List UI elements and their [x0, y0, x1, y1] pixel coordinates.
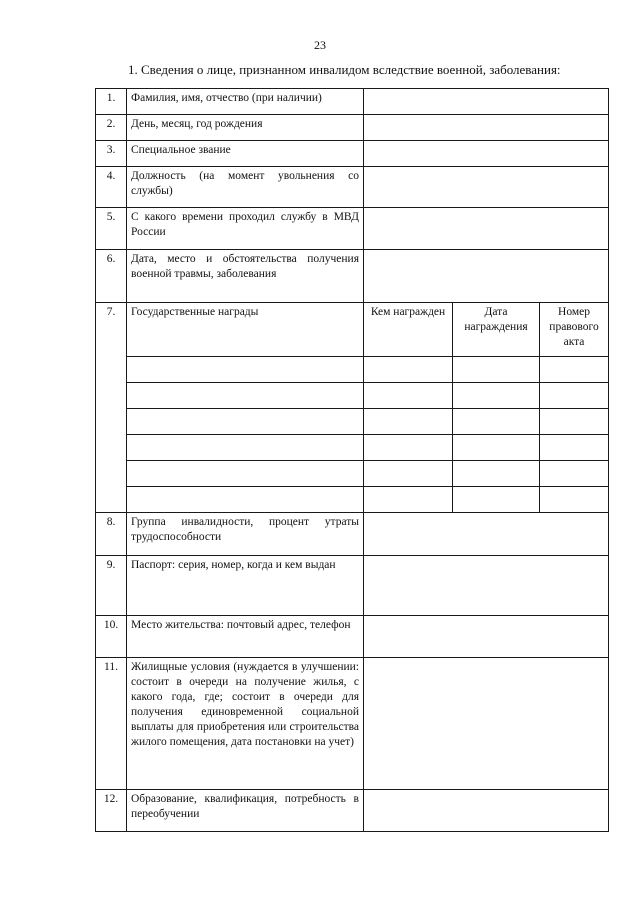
row-label: Жилищные условия (нуждается в улучшении: состоит в очереди на получение жилья, с какого года, где; состоит в очереди для получения единовременной социальной выплаты для приобретения или строительства жилого помещения, дата постановки на учет) — [127, 658, 364, 790]
row-number: 1. — [96, 89, 127, 115]
act-number-field[interactable] — [540, 409, 609, 435]
column-header-award-date: Дата награждения — [453, 303, 540, 357]
row-label: Государственные награды — [127, 303, 364, 357]
awards-row — [96, 383, 609, 409]
table-row — [96, 167, 609, 208]
column-header-awarded-by: Кем награжден — [364, 303, 453, 357]
table-row — [96, 115, 609, 141]
table-row — [96, 208, 609, 250]
page-number: 23 — [314, 38, 326, 52]
table-row — [96, 616, 609, 658]
awarded-by-field[interactable] — [364, 487, 453, 513]
act-number-field[interactable] — [540, 461, 609, 487]
section-heading: 1. Сведения о лице, признанном инвалидом вследствие военной, заболевания: — [128, 62, 561, 77]
row-number: 9. — [96, 556, 127, 616]
award-date-field[interactable] — [453, 461, 540, 487]
answer-field[interactable] — [364, 556, 609, 616]
row-label: День, месяц, год рождения — [127, 115, 364, 141]
row-label: Образование, квалификация, потребность в переобучении — [127, 790, 364, 832]
awards-row — [96, 487, 609, 513]
answer-field[interactable] — [364, 250, 609, 303]
row-number: 5. — [96, 208, 127, 250]
award-name-field[interactable] — [127, 357, 364, 383]
answer-field[interactable] — [364, 89, 609, 115]
table-row — [96, 790, 609, 832]
act-number-field[interactable] — [540, 383, 609, 409]
awarded-by-field[interactable] — [364, 461, 453, 487]
award-date-field[interactable] — [453, 383, 540, 409]
table-row — [96, 89, 609, 115]
answer-field[interactable] — [364, 658, 609, 790]
row-label: Паспорт: серия, номер, когда и кем выдан — [127, 556, 364, 616]
row-number: 12. — [96, 790, 127, 832]
row-number: 11. — [96, 658, 127, 790]
table-row — [96, 513, 609, 556]
answer-field[interactable] — [364, 513, 609, 556]
awarded-by-field[interactable] — [364, 383, 453, 409]
row-number: 2. — [96, 115, 127, 141]
answer-field[interactable] — [364, 167, 609, 208]
table-row — [96, 658, 609, 790]
award-date-field[interactable] — [453, 435, 540, 461]
awarded-by-field[interactable] — [364, 357, 453, 383]
answer-field[interactable] — [364, 208, 609, 250]
row-label: С какого времени проходил службу в МВД России — [127, 208, 364, 250]
row-label: Место жительства: почтовый адрес, телефон — [127, 616, 364, 658]
answer-field[interactable] — [364, 141, 609, 167]
awards-row — [96, 435, 609, 461]
awarded-by-field[interactable] — [364, 435, 453, 461]
award-date-field[interactable] — [453, 357, 540, 383]
act-number-field[interactable] — [540, 357, 609, 383]
award-name-field[interactable] — [127, 487, 364, 513]
awards-row — [96, 461, 609, 487]
answer-field[interactable] — [364, 616, 609, 658]
award-date-field[interactable] — [453, 409, 540, 435]
act-number-field[interactable] — [540, 435, 609, 461]
row-label: Специальное звание — [127, 141, 364, 167]
row-number: 8. — [96, 513, 127, 556]
info-table — [95, 88, 609, 832]
award-name-field[interactable] — [127, 461, 364, 487]
table-row — [96, 250, 609, 303]
table-row — [96, 141, 609, 167]
award-name-field[interactable] — [127, 383, 364, 409]
awards-row — [96, 357, 609, 383]
column-header-act-number: Номер правового акта — [540, 303, 609, 357]
awards-row — [96, 409, 609, 435]
row-number: 4. — [96, 167, 127, 208]
award-name-field[interactable] — [127, 409, 364, 435]
row-number: 6. — [96, 250, 127, 303]
row-label: Дата, место и обстоятельства получения военной травмы, заболевания — [127, 250, 364, 303]
table-row — [96, 556, 609, 616]
answer-field[interactable] — [364, 115, 609, 141]
row-number: 3. — [96, 141, 127, 167]
award-name-field[interactable] — [127, 435, 364, 461]
award-date-field[interactable] — [453, 487, 540, 513]
row-number: 7. — [96, 303, 127, 513]
row-number: 10. — [96, 616, 127, 658]
awarded-by-field[interactable] — [364, 409, 453, 435]
row-label: Должность (на момент увольнения со службы) — [127, 167, 364, 208]
row-label: Группа инвалидности, процент утраты трудоспособности — [127, 513, 364, 556]
act-number-field[interactable] — [540, 487, 609, 513]
row-label: Фамилия, имя, отчество (при наличии) — [127, 89, 364, 115]
table-row — [96, 303, 609, 357]
answer-field[interactable] — [364, 790, 609, 832]
